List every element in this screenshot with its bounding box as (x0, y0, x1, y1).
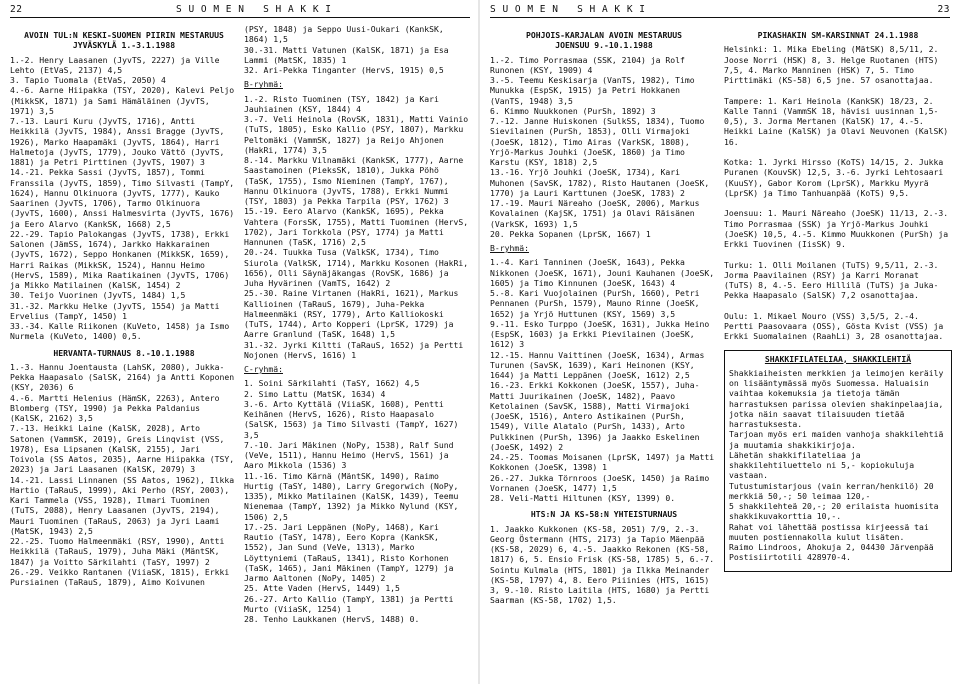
section-heading: POHJOIS-KARJALAN AVOIN MESTARUUS JOENSUU 9.-10.1.1988 (526, 30, 682, 51)
left-column-2 (244, 24, 472, 628)
notice-box (724, 350, 952, 572)
page-number: 23 (937, 4, 950, 15)
header-rule (10, 17, 470, 18)
group-heading: B-ryhmä: (490, 243, 529, 253)
results-text: 1.-2. Timo Porrasmaa (SSK, 2104) ja Rolf Runonen (KSY, 1909) 4 3.-5. Teemu Keskisarja (VanTS, 1982), Timo Munukka (EspSK, 1915) ja Petri Hokkanen (VanTS, 1948) 3,5 6. Kimmo Nuukkonen (PurSh, 1892) 3 7.-12. Janne Huiskonen (SulkSS, 1834), Tuomo Sievilainen (PurSh, 1853), Olli Virmajoki (JoeSK, 1812), Timo Airas (VarkSK, 1808), Yrjö-Markus Jouhki (JoeSK, 1860) ja Timo Karstu (KSY, 1818) 2,5 13.-16. Yrjö Jouhki (JoeSK, 1734), Kari Muhonen (SavSK, 1782), Risto Hautanen (JoeSK, 1770) ja Lauri Karttunen (JoeSK, 1783) 2 17.-19. Mauri Näreaho (JoeSK, 2006), Markus Kovalainen (KajSK, 1751) ja Olavi Räisänen (VarkSK, 1693) 1,5 20. Pekka Sopanen (LprSK, 1667) 1 (490, 54, 710, 239)
results-text: 1.-4. Kari Tanninen (JoeSK, 1643), Pekka Nikkonen (JoeSK, 1671), Jouni Kauhanen (JoeSK, 1605) ja Timo Kinnunen (JoeSK, 1643) 4 5.-8. Kari Vuojolainen (PurSh, 1660), Petri Pennanen (PurSh, 1579), Mauno Rinne (JoeSK, 1652) ja Yrjö Huttunen (KSY, 1569) 3,5 9.-11. Esko Turppo (JoeSK, 1631), Jukka Heino (EspSK, 1603) ja Erkki Pievilainen (JoeSK, 1612) 3 12.-15. Hannu Vaittinen (JoeSK, 1634), Armas Turunen (SavSK, 1639), Kari Heinonen (KSY, 1644) ja Matti Leppänen (JoeSK, 1612) 2,5 16.-23. Erkki Kokkonen (JoeSK, 1557), Juha-Matti Juurikainen (JoeSK, 1482), Paavo Ketolainen (SavSK, 1588), Matti Virmajoki (JoeSK, 1516), Antero Astikainen (PurSh, 1549), Ville Alatalo (PurSh, 1433), Arto Pulkkinen (PurSh, 1396) ja Jaakko Eskelinen (JoeSK, 1492) 2 24.-25. Toomas Moisanen (LprSK, 1497) ja Matti Kokkonen (JoeSK, 1398) 1 26.-27. Jukka Törnroos (JoeSK, 1450) ja Raimo Vornanen (JoeSK, 1477) 1,5 28. Veli-Matti Hiltunen (KSY, 1399) 0. (490, 257, 715, 503)
left-page-header (10, 4, 470, 18)
running-head: S U O M E N S H A K K I (490, 4, 646, 15)
running-head: S U O M E N S H A K K I (176, 4, 332, 15)
results-text: Helsinki: 1. Mika Ebeling (MätSK) 8,5/11, 2. Joose Norri (HSK) 8, 3. Helge Ruotanen (HTS) 7,5, 4. Marko Manninen (HSK) 7, 5. Timo Pirttimäki (KS-58) 6,5 jne. 57 osanottajaa. Tampere: 1. Kari Heinola (KankSK) 18/23, 2. Kalle Tanni (VammSK 18, hävisi uusinnan 1,5-0,5), 3. Jorma Mertanen (KalSK) 17, 4.-5. Heikki Laine (KalSK) ja Olavi Neuvonen (KalSK) 16. Kotka: 1. Jyrki Hirsso (KoTS) 14/15, 2. Jukka Puranen (KouvSK) 12,5, 3.-6. Jyrki Lehtosaari (KuuSY), Gabor Korom (LprSK), Markku Myyrä (LprSK) ja Timo Tanhuanpää (KoTS) 9,5. Joensuu: 1. Mauri Näreaho (JoeSK) 11/13, 2.-3. Timo Porrasmaa (SSK) ja Yrjö-Markus Jouhki (JoeSK) 10,5, 4.-5. Kimmo Muukkonen (PurSh) ja Erkki Tuovinen (IisSK) 9. Turku: 1. Olli Moilanen (TuTS) 9,5/11, 2.-3. Jorma Paavilainen (RSY) ja Karri Moranat (TuTS) 8, 4.-5. Eero Hillilä (TuTS) ja Juka-Pekka Haapasalo (SalSK) 7,2 osanottajaa. Oulu: 1. Mikael Nouro (VSS) 3,5/5, 2.-4. Pertti Paasovaara (OSS), Gösta Kvist (VSS) ja Erkki Suomalainen (RaahLi) 3, 28 osanottajaa. (724, 44, 949, 342)
results-text: 1. Jaakko Kukkonen (KS-58, 2051) 7/9, 2.-3. Georg Östermann (HTS, 2173) ja Tapio Mäenpää (KS-58, 2029) 6, 4.-5. Jaakko Rekonen (KS-58, 1817) 6, 5. Ensio Frisk (KS-58, 1785) 5, 6.-7. Sointu Kulmala (HTS, 1801) ja Ilkka Meinander (KS-58, 1797) 4, 8. Eero Piiinies (HTS, 1615) 3, 9.-10. Risto Laitila (HTS, 1680) ja Pertti Saarman (KS-58, 1702) 1,5. (490, 523, 715, 606)
notice-title: SHAKKIFILATELIAA, SHAKKILEHTIÄ (764, 353, 912, 364)
right-column-1 (490, 24, 718, 610)
right-page (480, 0, 960, 684)
right-column-2 (724, 24, 952, 572)
section-heading: AVOIN TUL:N KESKI-SUOMEN PIIRIN MESTARUUS JYVÄSKYLÄ 1.-3.1.1988 (24, 30, 224, 51)
results-text: 1. Soini Särkilahti (TaSY, 1662) 4,5 2. Simo Lattu (MatSK, 1634) 4 3.-6. Arto Kyttälä (ViiaSK, 1608), Pentti Keihänen (HervS, 1626), Risto Haapasalo (SalSK, 1563) ja Timo Silvasti (TampY, 1627) 3,5 7.-10. Jari Mäkinen (NoPy, 1538), Ralf Sund (VeVe, 1511), Hannu Heimo (HervS, 1561) ja Aaro Mikkola (1536) 3 11.-16. Timo Kärnä (MäntSK, 1490), Raimo Hurtig (TaSY, 1480), Larry Gregorwich (NoPy, 1335), Mikko Matilainen (KalSK, 1439), Teemu Nienemaa (TampY, 1392) ja Mikko Nylund (KSY, 1506) 2,5 17.-25. Jari Leppänen (NoPy, 1468), Kari Rautio (TaSY, 1478), Eero Kopra (KankSK, 1552), Jan Sund (VeVe, 1313), Marko Löyttyniemi (TaRauS, 1341), Risto Korhonen (TaSK, 1465), Jani Mäkinen (TampY, 1279) ja Jarmo Aaltonen (NoPy, 1405) 2 25. Atte Vaden (HervS, 1449) 1,5 26.-27. Arto Kallio (TampY, 1381) ja Pertti Murto (ViiaSK, 1254) 1 28. Tenho Laukkanen (HervS, 1488) 0. (244, 378, 459, 624)
group-heading: C-ryhmä: (244, 364, 283, 374)
right-page-header (490, 4, 950, 18)
header-rule (490, 17, 950, 18)
page-number: 22 (10, 4, 23, 15)
left-column-1 (10, 24, 238, 591)
results-text: 1.-3. Hannu Joentausta (LahSK, 2080), Jukka-Pekka Haapasalo (SalSK, 2164) ja Antti Koponen (KSY, 2036) 6 4.-6. Martti Helenius (HämSK, 2263), Antero Blomberg (TSY, 1990) ja Pekka Paldanius (KalSK, 2162) 3,5 7.-13. Heikki Laine (KalSK, 2028), Arto Satonen (VammSK, 2019), Greis Linqvist (VSS, 1978), Esa Lipsanen (KalSK, 2155), Jari Toivola (SS Aatos, 2035), Aarne Hiipakka (TSY, 2023) ja Jari Laasanen (KalSK, 2079) 3 14.-21. Lassi Linnanen (SS Aatos, 1962), Ilkka Hartio (TaRauS, 1999), Aki Perho (RSY, 2003), Kari Tammela (VSS, 1928), Ilmari Tuominen (TuTS, 2088), Henry Laasanen (JyvTS, 2194), Mauri Tuominen (TaRauS, 2063) ja Jyri Laami (MatSK, 1943) 2,5 22.-25. Tuomo Halmeenmäki (RSY, 1990), Antti Heikkilä (TaRauS, 1979), Juha Mäki (MäntSK, 1847) ja Voitto Särkilahti (TaSY, 1997) 2 26.-29. Veikko Rantanen (ViiaSK, 1815), Erkki Pursiainen (TaRauS, 1879), Aimo Koivunen (10, 361, 235, 587)
results-text: 1.-2. Henry Laasanen (JyvTS, 2227) ja Ville Lehto (EtVaS, 2137) 4,5 3. Tapio Tuomala (EtVaS, 2050) 4 4.-6. Aarne Hiipakka (TSY, 2020), Kalevi Peljo (MikkSK, 1871) ja Sami Hämäläinen (JyvTS, 1971) 3,5 7.-13. Lauri Kuru (JyvTS, 1716), Antti Heikkilä (JyvTS, 1984), Anssi Bragge (JyvTS, 1926), Marko Haapamäki (JyvTS, 1864), Harri Halmetoja (JyvTS, 1779), Jouko Vättö (JyvTS, 1881) ja Petri Pirttinen (JyvTS, 1907) 3 14.-21. Pekka Sassi (JyvTS, 1857), Tommi Franssila (JyvTS, 1859), Timo Silvasti (TampY, 1624), Hannu Olkinuora (JyvTS, 1777), Kauko Saarinen (JyvTS, 1706), Tarmo Olkinuora (JyvTS, 1600), Anssi Halmesvirta (JyvTS, 1676) ja Eero Alarvo (KankSK, 1668) 2,5 22.-29. Tapio Palokangas (JyvTS, 1738), Erkki Salonen (JämSS, 1674), Jarkko Hakkarainen (JyvTS, 1672), Seppo Honkanen (MikkSK, 1659), Harri Raikas (MikkSK, 1524), Hannu Heimo (HervS, 1589), Mika Raatikainen (JyvTS, 1706) ja Mikko Matilainen (KalSK, 1454) 2 30. Teijo Vuorinen (JyvTS, 1484) 1,5 31.-32. Markku Helke (JyvTS, 1554) ja Matti Ervelius (TampY, 1450) 1 33.-34. Kalle Riikonen (KuVeto, 1458) ja Ismo Nurmela (KuVeto, 1400) 0,5. (10, 54, 235, 342)
results-text: 1.-2. Risto Tuominen (TSY, 1842) ja Kari Jauhiainen (KSY, 1844) 4 3.-7. Veli Heinola (RovSK, 1831), Matti Vainio (TuTS, 1805), Esko Kallio (PSY, 1807), Markku Peltomäki (VammSK, 1827) ja Reijo Ahjonen (HakRi, 1774) 3,5 8.-14. Markku Vilnamäki (KankSK, 1777), Aarne Saastamoinen (PieksSK, 1810), Jukka Pöhö (TaSK, 1755), Ismo Nieminen (TampY, 1767), Hannu Olkinuora (JyvTS, 1788), Erkki Nummi (TSY, 1803) ja Pekka Tarpila (PSY, 1762) 3 15.-19. Eero Alarvo (KankSK, 1695), Pekka Vahtera (ForsSK, 1755), Matti Tuominen (HervS, 1702), Jari Torkkola (PSY, 1774) ja Matti Hannunen (TaSK, 1716) 2,5 20.-24. Tuukka Tusa (ValkSK, 1734), Timo Siurola (ValkSK, 1714), Markku Kosonen (HakRi, 1656), Olli Säynäjäkangas (RovSK, 1686) ja Juha Hyvärinen (VamTS, 1642) 2 25.-30. Raine Virtanen (HakRi, 1621), Markus Kallioinen (TaRauS, 1679), Juha-Pekka Halmeenmäki (RSY, 1779), Arto Kalliokoski (TuTS, 1744), Arto Kopperi (LprSK, 1729) ja Aarre Granlund (TaSK, 1648) 1,5 31.-32. Jyrki Kiltti (TaRauS, 1652) ja Pertti Nojonen (HervS, 1616) 1 (244, 93, 469, 360)
section-heading: HERVANTA-TURNAUS 8.-10.1.1988 (53, 347, 195, 358)
section-heading: PIKASHAKIN SM-KARSINNAT 24.1.1988 (757, 30, 919, 40)
notice-text: Shakkiaiheisten merkkien ja leimojen keräily on lisääntymässä myös Suomessa. Haluaisin vaihtaa kokemuksia ja tietoja tämän harrastuksen parissa olevien shakinpelaajia, jotka näin saavat tilaisuuden tietää harrastuksesta. Tarjoan myös eri maiden vanhoja shakkilehtiä ja muutamia shakkikirjoja. Lähetän shakkifilateliaa ja shakkilehtiluettelo ni 5,- kopiokuluja vastaan. Tutustumistarjous (vain kerran/henkilö) 20 merkkiä 50,-; 50 leimaa 120,- 5 shakkilehteä 20,-; 20 erilaista huomisita shakkikuvakorttia 10,-. Rahat voi lähettää postissa kirjeessä tai muuten postiennakolla kulut lisäten. Raimo Lindroos, Ahokuja 2, 04430 Järvenpää Postisiirtotili 428970-4. (729, 367, 944, 563)
group-heading: B-ryhmä: (244, 79, 283, 90)
results-text: (PSY, 1848) ja Seppo Uusi-Oukari (KankSK, 1864) 1,5 30.-31. Matti Vatunen (KalSK, 1871) ja Esa Lammi (MatSK, 1835) 1 32. Ari-Pekka Tinganter (HervS, 1915) 0,5 (244, 24, 449, 75)
section-heading: HTS:N JA KS-58:N YHTEISTURNAUS (530, 509, 678, 520)
